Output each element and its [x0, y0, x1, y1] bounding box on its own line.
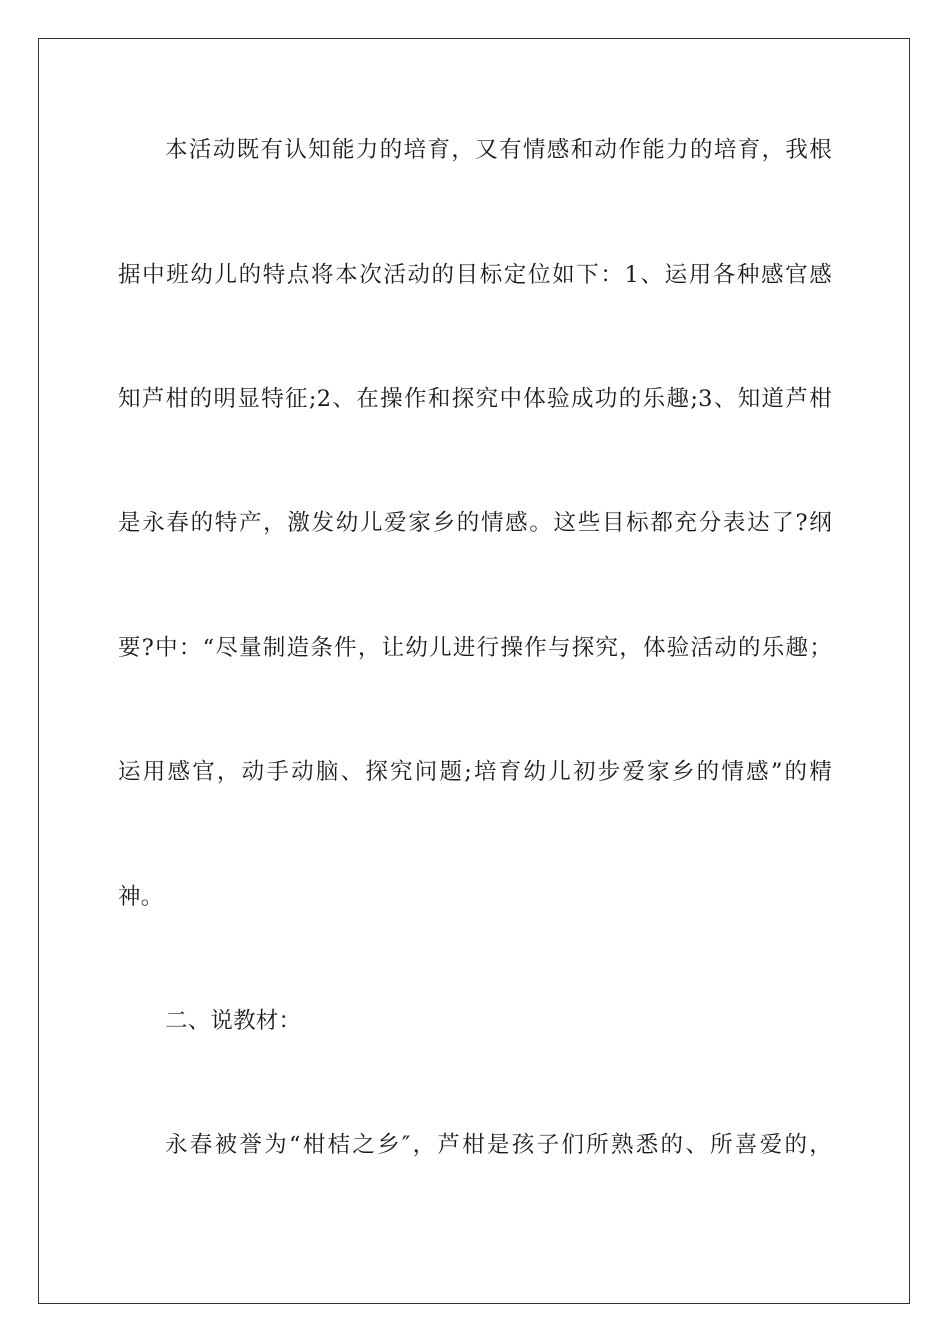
paragraph-line: 神。: [118, 884, 164, 910]
paragraph-line: 是永春的特产，激发幼儿爱家乡的情感。这些目标都充分表达了?纲: [118, 510, 832, 536]
paragraph-line: 运用感官，动手动脑、探究问题;培育幼儿初步爱家乡的情感”的精: [118, 759, 832, 785]
paragraph-line: 据中班幼儿的特点将本次活动的目标定位如下：1、运用各种感官感: [118, 262, 832, 288]
paragraph-line: 要?中：“尽量制造条件，让幼儿进行操作与探究，体验活动的乐趣；: [118, 635, 832, 661]
paragraph-line: 本活动既有认知能力的培育，又有情感和动作能力的培育，我根: [165, 137, 832, 163]
paragraph-line: 永春被誉为“柑桔之乡″，芦柑是孩子们所熟悉的、所喜爱的，: [165, 1132, 832, 1158]
page-border: [38, 38, 910, 1304]
paragraph-line: 知芦柑的明显特征;2、在操作和探究中体验成功的乐趣;3、知道芦柑: [118, 386, 832, 412]
section-heading: 二、说教材：: [165, 1008, 302, 1034]
